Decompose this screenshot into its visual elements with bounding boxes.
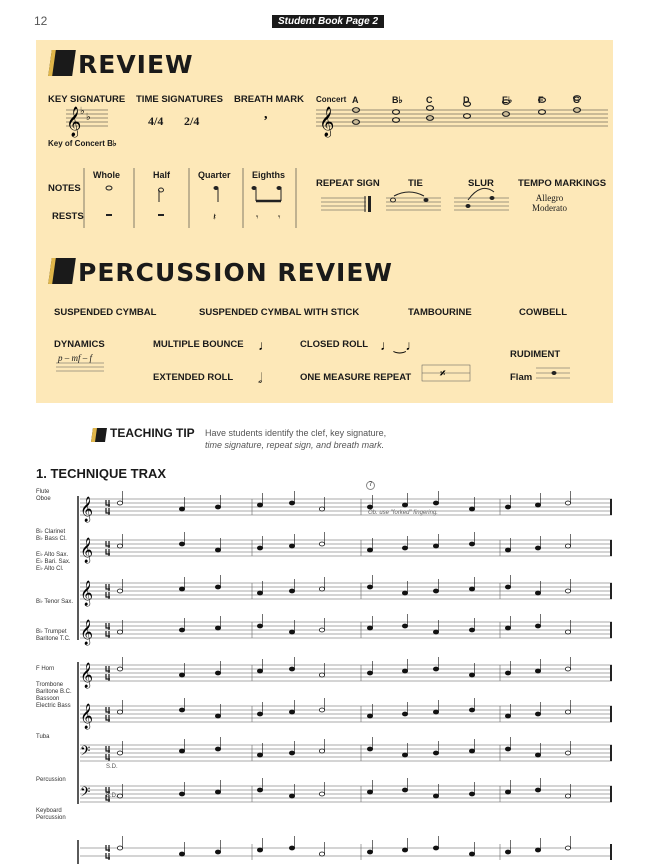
note <box>505 790 510 794</box>
note <box>257 753 262 757</box>
tie-label: TIE <box>408 178 423 189</box>
note <box>535 624 540 628</box>
instrument-label: Trombone Baritone B.C. Bassoon Electric Bass <box>36 682 72 709</box>
note <box>289 630 294 634</box>
note <box>505 671 510 675</box>
concert-note-4: E♭ <box>502 95 513 105</box>
suspended-cymbal-stick-label: SUSPENDED CYMBAL WITH STICK <box>199 307 360 318</box>
note <box>257 546 262 550</box>
extended-roll-label: EXTENDED ROLL <box>153 372 234 383</box>
key-signature-label: KEY SIGNATURE <box>48 94 126 105</box>
note <box>535 591 540 595</box>
whole-note <box>539 98 546 103</box>
note <box>505 747 510 751</box>
note <box>367 548 372 552</box>
note <box>433 710 438 714</box>
key-caption: Key of Concert B♭ <box>48 139 117 148</box>
note <box>319 673 324 677</box>
whole-note <box>464 102 471 107</box>
time-signature-4-4: 4/4 <box>148 114 164 128</box>
note <box>433 501 438 505</box>
teaching-tip-label: TEACHING TIP <box>110 426 195 440</box>
whole-note <box>427 106 434 111</box>
note <box>215 671 220 675</box>
note <box>433 630 438 634</box>
note <box>117 630 122 634</box>
note <box>565 630 570 634</box>
bass-clef-icon: 𝄢 <box>80 745 91 762</box>
note <box>215 585 220 589</box>
concert-note-2: C <box>426 95 433 105</box>
notes-label: NOTES <box>48 183 81 194</box>
cowbell-label: COWBELL <box>519 307 568 318</box>
time-signature-mark <box>106 666 110 681</box>
time-signature-mark <box>106 746 110 761</box>
note <box>319 792 324 796</box>
note <box>469 673 474 677</box>
note <box>367 626 372 630</box>
closed-roll-label: CLOSED ROLL <box>300 339 369 350</box>
note <box>257 624 262 628</box>
slur-label: SLUR <box>468 178 494 189</box>
note <box>257 848 262 852</box>
instrument-label: Tuba <box>36 733 50 740</box>
note <box>117 794 122 798</box>
note <box>215 850 220 854</box>
instrument-label: B♭ Tenor Sax. <box>36 598 74 605</box>
note <box>402 712 407 716</box>
instrument-label: Keyboard Percussion <box>36 808 66 821</box>
note <box>565 794 570 798</box>
review-title: REVIEW <box>78 50 194 79</box>
note <box>117 710 122 714</box>
note <box>535 788 540 792</box>
tambourine-label: TAMBOURINE <box>408 307 472 318</box>
score <box>0 470 648 864</box>
note <box>117 544 122 548</box>
note <box>215 714 220 718</box>
breath-mark-icon: , <box>264 107 268 122</box>
note <box>179 749 184 753</box>
note <box>402 788 407 792</box>
note <box>257 788 262 792</box>
flam-label: Flam <box>510 372 533 383</box>
note <box>469 507 474 511</box>
note <box>319 852 324 856</box>
rests-label: RESTS <box>52 211 84 222</box>
concert-note-3: D <box>463 95 470 105</box>
concert-note-1: B♭ <box>392 95 403 105</box>
note <box>319 708 324 712</box>
oboe-fingering-note: Ob. use "forked" fingering. <box>368 510 438 516</box>
note <box>289 667 294 671</box>
multiple-bounce-label: MULTIPLE BOUNCE <box>153 339 244 350</box>
exercise-title: 1. TECHNIQUE TRAX <box>36 466 167 481</box>
note <box>117 667 122 671</box>
note <box>319 587 324 591</box>
concert-note-6: G <box>573 95 581 105</box>
note <box>402 669 407 673</box>
student-book-tag: Student Book Page 2 <box>272 15 384 28</box>
note <box>565 846 570 850</box>
note <box>505 505 510 509</box>
dynamics-label: DYNAMICS <box>54 339 105 350</box>
instrument-label: B♭ Clarinet B♭ Bass Cl. <box>36 529 67 542</box>
whole-note <box>539 110 546 115</box>
half-header: Half <box>153 170 171 180</box>
multiple-bounce-icon: ♩ <box>258 339 272 354</box>
time-signature-mark <box>106 845 110 860</box>
note <box>469 749 474 753</box>
note <box>402 591 407 595</box>
instrument-label: E♭ Alto Sax. E♭ Bari. Sax. E♭ Alto Cl. <box>36 551 71 572</box>
note <box>535 546 540 550</box>
concert-note-5: F <box>538 95 544 105</box>
note <box>289 751 294 755</box>
time-signature-mark <box>106 541 110 556</box>
note <box>117 501 122 505</box>
treble-clef-icon: 𝄞 <box>319 107 335 136</box>
time-signature-mark <box>106 623 110 638</box>
treble-clef-icon: 𝄞 <box>80 619 94 644</box>
note <box>565 710 570 714</box>
note <box>367 747 372 751</box>
note <box>565 667 570 671</box>
note <box>319 749 324 753</box>
percussion-review-title: PERCUSSION REVIEW <box>78 258 393 287</box>
whole-note <box>503 100 510 105</box>
note <box>257 712 262 716</box>
note <box>179 542 184 546</box>
flat-icon: ♭ <box>80 106 85 117</box>
note <box>319 542 324 546</box>
note <box>433 544 438 548</box>
note <box>565 501 570 505</box>
note <box>505 714 510 718</box>
note <box>402 848 407 852</box>
whole-note <box>464 114 471 119</box>
flat-icon: ♭ <box>86 112 91 123</box>
time-signatures-label: TIME SIGNATURES <box>136 94 223 105</box>
teaching-tip-icon <box>91 428 107 442</box>
note <box>565 751 570 755</box>
bass-drum-label: B.D. <box>106 793 118 799</box>
note <box>289 589 294 593</box>
bass-clef-icon: 𝄢 <box>80 786 91 803</box>
instrument-label: F Horn <box>36 665 55 672</box>
note <box>289 710 294 714</box>
note <box>433 667 438 671</box>
suspended-cymbal-label: SUSPENDED CYMBAL <box>54 307 157 318</box>
note <box>469 587 474 591</box>
note <box>402 624 407 628</box>
extended-roll-icon: 𝅗𝅥 <box>258 372 263 387</box>
treble-clef-icon: 𝄞 <box>80 703 94 728</box>
note <box>505 626 510 630</box>
teaching-tip-text: Have students identify the clef, key signature, time signature, repeat sign, and breath mark. <box>205 428 387 450</box>
note <box>117 589 122 593</box>
instrument-label: Percussion <box>36 776 66 783</box>
note <box>433 751 438 755</box>
tempo-allegro: Allegro <box>535 193 564 203</box>
concert-label: Concert <box>316 95 347 104</box>
note <box>257 669 262 673</box>
note <box>289 846 294 850</box>
note <box>179 708 184 712</box>
note <box>289 544 294 548</box>
note <box>367 505 372 509</box>
whole-header: Whole <box>93 170 120 180</box>
treble-clef-icon: 𝄞 <box>80 580 94 605</box>
note <box>402 546 407 550</box>
note <box>505 585 510 589</box>
note <box>215 790 220 794</box>
whole-note <box>393 118 400 123</box>
note <box>367 790 372 794</box>
treble-clef-icon: 𝄞 <box>80 496 94 521</box>
note <box>179 587 184 591</box>
eighth-rest-icon: 𝄾 <box>256 212 259 222</box>
whole-note <box>574 96 581 101</box>
note <box>535 712 540 716</box>
note <box>535 753 540 757</box>
note <box>289 794 294 798</box>
note <box>179 507 184 511</box>
note <box>179 628 184 632</box>
note <box>535 503 540 507</box>
note <box>469 852 474 856</box>
note <box>179 673 184 677</box>
note <box>505 548 510 552</box>
eighths-header: Eighths <box>252 170 285 180</box>
time-signature-mark <box>106 500 110 515</box>
note <box>367 714 372 718</box>
instrument-label: Flute Oboe <box>36 489 51 502</box>
time-signature-mark <box>106 707 110 722</box>
rudiment-label: RUDIMENT <box>510 349 561 360</box>
breath-mark-label: BREATH MARK <box>234 94 305 105</box>
time-signature-mark <box>106 584 110 599</box>
one-measure-repeat-label: ONE MEASURE REPEAT <box>300 372 412 383</box>
tempo-markings-label: TEMPO MARKINGS <box>518 178 607 189</box>
treble-clef-icon: 𝄞 <box>80 662 94 687</box>
note <box>319 628 324 632</box>
note <box>367 671 372 675</box>
note <box>535 669 540 673</box>
note <box>565 589 570 593</box>
note <box>402 753 407 757</box>
note <box>565 544 570 548</box>
note <box>469 792 474 796</box>
note <box>179 792 184 796</box>
note <box>117 751 122 755</box>
note <box>215 548 220 552</box>
instrument-label: B♭ Trumpet Baritone T.C. <box>36 629 71 642</box>
dynamics-marks: p – mf – f <box>58 353 93 363</box>
note <box>433 589 438 593</box>
rehearsal-mark: 7 <box>366 481 375 490</box>
quarter-rest-icon: 𝄽 <box>213 212 217 223</box>
time-signature-2-4: 2/4 <box>184 114 200 128</box>
note <box>215 626 220 630</box>
page-number: 12 <box>34 14 48 28</box>
tempo-moderato: Moderato <box>532 203 567 213</box>
note <box>469 708 474 712</box>
note <box>289 501 294 505</box>
note <box>469 628 474 632</box>
treble-clef-icon: 𝄞 <box>80 537 94 562</box>
whole-note <box>393 110 400 115</box>
note <box>179 852 184 856</box>
note <box>469 542 474 546</box>
closed-roll-icon: ♩‿♩ <box>380 339 420 354</box>
snare-drum-label: S.D. <box>106 764 118 770</box>
quarter-header: Quarter <box>198 170 231 180</box>
note <box>215 505 220 509</box>
note <box>433 846 438 850</box>
note <box>402 503 407 507</box>
note <box>257 503 262 507</box>
eighth-rest-icon: 𝄾 <box>278 212 281 222</box>
note <box>367 850 372 854</box>
note <box>215 747 220 751</box>
note <box>319 507 324 511</box>
note <box>433 794 438 798</box>
note <box>505 850 510 854</box>
note <box>535 848 540 852</box>
concert-note-0: A <box>352 95 359 105</box>
note <box>367 585 372 589</box>
treble-clef-icon: 𝄞 <box>66 107 82 136</box>
note <box>257 591 262 595</box>
measure-repeat-icon: 𝄎 <box>440 368 446 380</box>
repeat-sign-label: REPEAT SIGN <box>316 178 380 189</box>
logo-icon <box>48 258 76 284</box>
note <box>117 846 122 850</box>
